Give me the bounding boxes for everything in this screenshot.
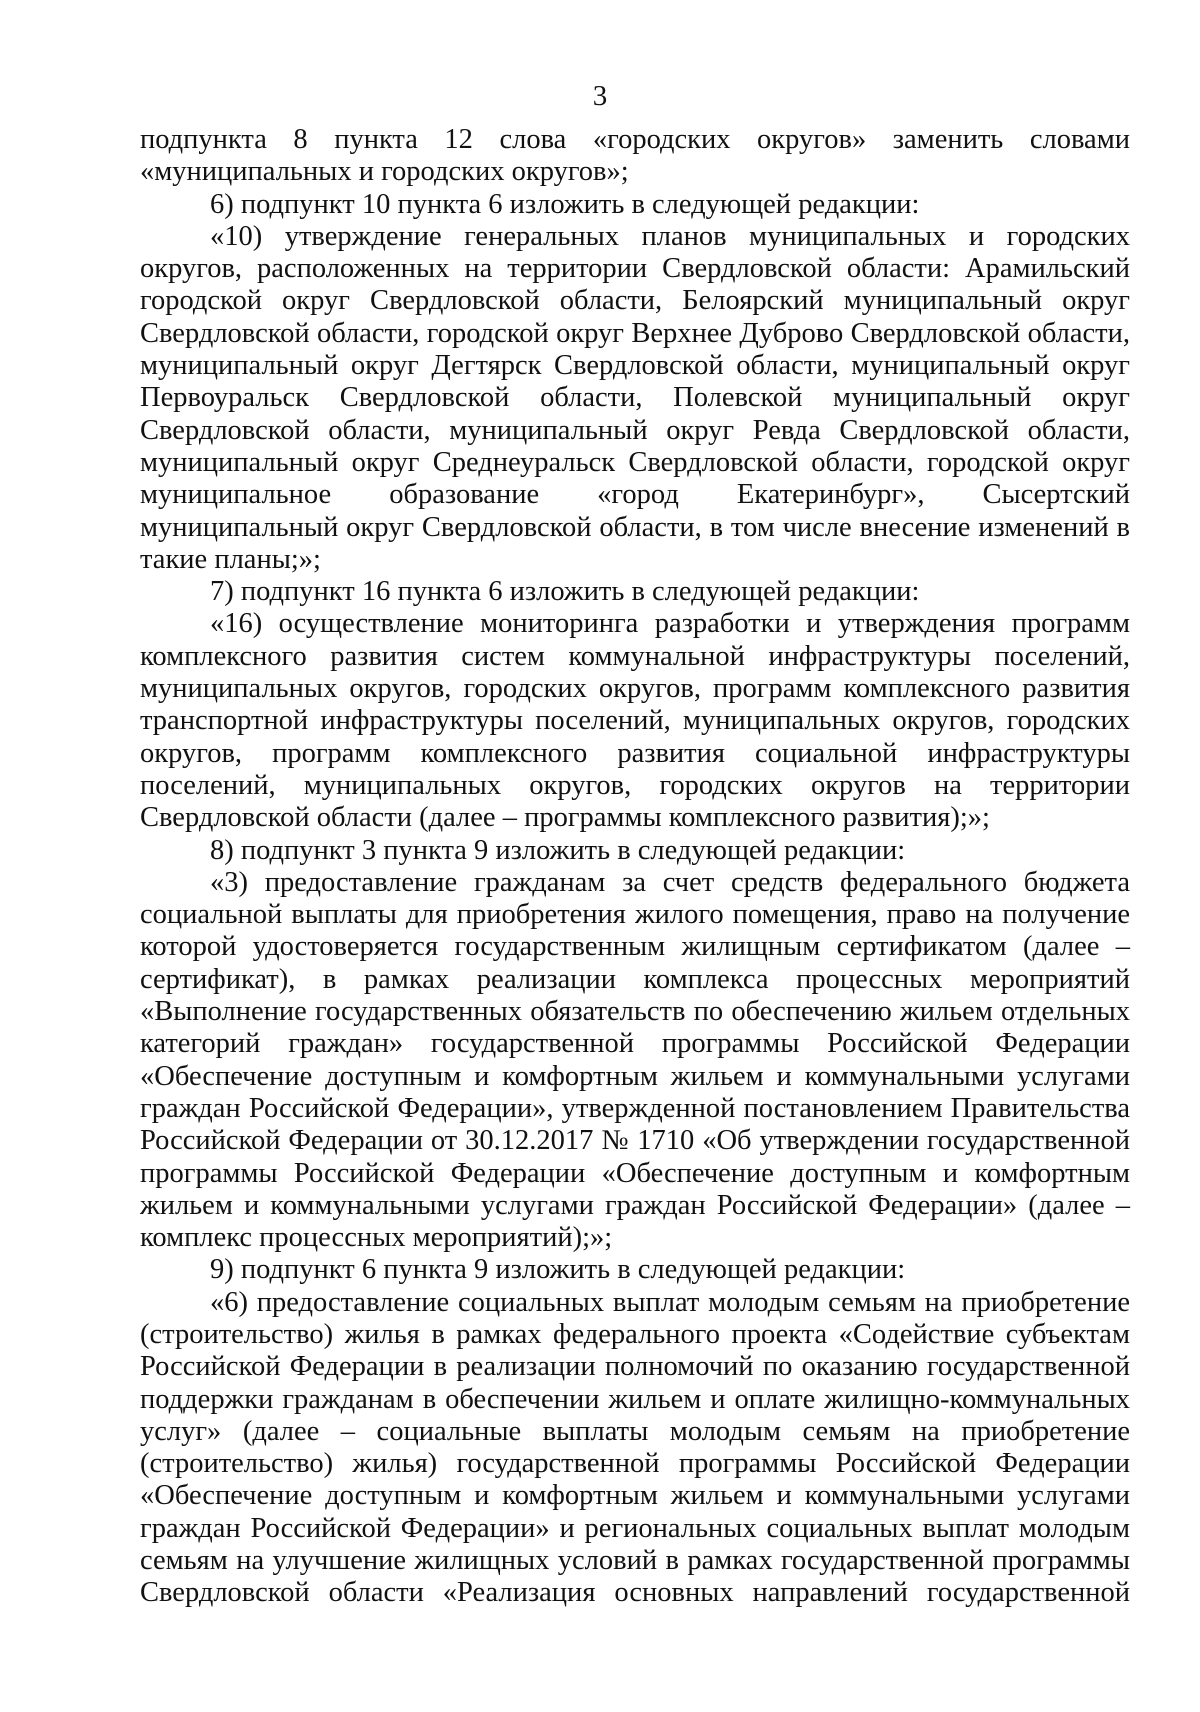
paragraph-item-9: 9) подпункт 6 пункта 9 изложить в следующей редакции: xyxy=(210,1254,906,1286)
page-number: 3 xyxy=(592,80,608,112)
paragraph-subitem-10: «10) утверждение генеральных планов муниципальных и городских округов, расположенных на территории Свердловской области: Арамильский городской округ Свердловской области, Белоярский муниципальный округ Свердловской области, городской округ Верхнее Дуброво Свердловской области, муниципальный округ Дегтярск Свердловской области, муниципальный округ Первоуральск Свердловской области, Полевской муниципальный округ Свердловской области, муниципальный округ Ревда Свердловской области, муниципальный округ Среднеуральск Свердловской области, городской округ муниципальное образование «город Екатеринбург», Сысертский муниципальный округ Свердловской области, в том числе внесение изменений в такие планы;»; xyxy=(140,220,1130,575)
paragraph-continuation: подпункта 8 пункта 12 слова «городских округов» заменить словами «муниципальных и городских округов»; xyxy=(140,124,1130,188)
paragraph-subitem-6: «6) предоставление социальных выплат молодым семьям на приобретение (строительство) жилья в рамках федерального проекта «Содействие субъектам Российской Федерации в реализации полномочий по оказанию государственной поддержки гражданам в обеспечении жильем и оплате жилищно-коммунальных услуг» (далее – социальные выплаты молодым семьям на приобретение (строительство) жилья) государственной программы Российской Федерации «Обеспечение доступным и комфортным жильем и коммунальными услугами граждан Российской Федерации» и региональных социальных выплат молодым семьям на улучшение жилищных условий в рамках государственной программы Свердловской области «Реализация основных направлений государственной xyxy=(140,1286,1130,1609)
paragraph-item-8: 8) подпункт 3 пункта 9 изложить в следующей редакции: xyxy=(210,834,906,866)
paragraph-item-6: 6) подпункт 10 пункта 6 изложить в следующей редакции: xyxy=(210,188,920,220)
document-body xyxy=(140,124,1130,1610)
paragraph-subitem-3: «3) предоставление гражданам за счет средств федерального бюджета социальной выплаты для приобретения жилого помещения, право на получение которой удостоверяется государственным жилищным сертификатом (далее – сертификат), в рамках реализации комплекса процессных мероприятий «Выполнение государственных обязательств по обеспечению жильем отдельных категорий граждан» государственной программы Российской Федерации «Обеспечение доступным и комфортным жильем и коммунальными услугами граждан Российской Федерации», утвержденной постановлением Правительства Российской Федерации от 30.12.2017 № 1710 «Об утверждении государственной программы Российской Федерации «Обеспечение доступным и комфортным жильем и коммунальными услугами граждан Российской Федерации» (далее – комплекс процессных мероприятий);»; xyxy=(140,866,1130,1254)
paragraph-subitem-16: «16) осуществление мониторинга разработки и утверждения программ комплексного развития систем коммунальной инфраструктуры поселений, муниципальных округов, городских округов, программ комплексного развития транспортной инфраструктуры поселений, муниципальных округов, городских округов, программ комплексного развития социальной инфраструктуры поселений, муниципальных округов, городских округов на территории Свердловской области (далее – программы комплексного развития);»; xyxy=(140,608,1130,834)
paragraph-item-7: 7) подпункт 16 пункта 6 изложить в следующей редакции: xyxy=(210,576,920,608)
